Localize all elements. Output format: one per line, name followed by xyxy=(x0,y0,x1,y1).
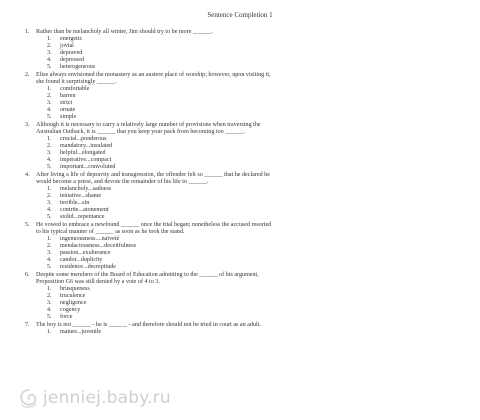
option-list xyxy=(36,286,273,321)
question-body xyxy=(36,122,273,171)
option-text: important...convoluted xyxy=(60,164,116,170)
question-item xyxy=(25,29,273,71)
option-text: strict xyxy=(60,100,73,106)
answer-option xyxy=(47,314,273,321)
answer-option xyxy=(47,193,273,200)
option-text: candor...duplicity xyxy=(60,257,103,263)
question-number: 2. xyxy=(25,72,30,78)
question-body xyxy=(36,322,273,336)
option-text: crucial...ponderous xyxy=(60,136,107,142)
option-number: 3. xyxy=(47,50,52,56)
option-number: 4. xyxy=(47,307,52,313)
question-item xyxy=(25,72,273,121)
option-text: residence...decrepitude xyxy=(60,264,116,270)
option-number: 1. xyxy=(47,36,52,42)
option-number: 4. xyxy=(47,57,52,63)
option-number: 2. xyxy=(47,193,52,199)
answer-option xyxy=(47,136,273,143)
option-number: 3. xyxy=(47,250,52,256)
answer-option xyxy=(47,150,273,157)
question-number: 7. xyxy=(25,322,30,328)
answer-option xyxy=(47,157,273,164)
question-item xyxy=(25,272,273,321)
question-text: Rather than be melancholy all winter, Jim should try to be more ______. xyxy=(36,29,213,35)
question-body xyxy=(36,72,273,121)
option-text: barren xyxy=(60,93,76,99)
watermark xyxy=(18,385,171,411)
question-item xyxy=(25,122,273,171)
question-text: Although it is necessary to carry a relatively large number of provisions when traversing the Australian Outback, it is ______ that you keep your pack from becoming too ______. xyxy=(36,122,261,135)
option-text: melancholy...sadness xyxy=(60,186,112,192)
question-item xyxy=(25,172,273,221)
question-text: After living a life of depravity and transgression, the offender felt so ______ that he declared he would become a priest, and devote the remainder of his life to ______. xyxy=(36,172,270,185)
option-number: 1. xyxy=(47,136,52,142)
option-text: negligence xyxy=(60,300,87,306)
answer-option xyxy=(47,214,273,221)
answer-option xyxy=(47,207,273,214)
option-text: terrible...sin xyxy=(60,200,90,206)
answer-option xyxy=(47,43,273,50)
option-list xyxy=(36,236,273,271)
option-number: 4. xyxy=(47,207,52,213)
option-number: 5. xyxy=(47,64,52,70)
option-text: energetic xyxy=(60,36,83,42)
option-text: comfortable xyxy=(60,86,90,92)
option-text: depressed xyxy=(60,57,85,63)
option-number: 2. xyxy=(47,243,52,249)
answer-option xyxy=(47,293,273,300)
option-number: 5. xyxy=(47,264,52,270)
option-text: force xyxy=(60,314,73,320)
option-text: ornate xyxy=(60,107,76,113)
option-number: 3. xyxy=(47,100,52,106)
answer-option xyxy=(47,186,273,193)
answer-option xyxy=(47,286,273,293)
answer-option xyxy=(47,236,273,243)
option-number: 1. xyxy=(47,186,52,192)
question-text: Despite some members of the Board of Education admitting to the ______ of his argument, Proposition G6 was still denied by a vote of 4 to 3. xyxy=(36,272,259,285)
question-body xyxy=(36,272,273,321)
option-text: ingenuousness....naïveté xyxy=(60,236,120,242)
answer-option xyxy=(47,107,273,114)
option-number: 5. xyxy=(47,164,52,170)
option-number: 5. xyxy=(47,214,52,220)
option-list xyxy=(36,36,273,71)
option-number: 5. xyxy=(47,314,52,320)
option-text: stolid...repentance xyxy=(60,214,105,220)
answer-option xyxy=(47,50,273,57)
option-number: 1. xyxy=(47,329,52,335)
question-body xyxy=(36,172,273,221)
option-text: cogency xyxy=(60,307,81,313)
question-number: 6. xyxy=(25,272,30,278)
option-text: simple xyxy=(60,114,77,120)
answer-option xyxy=(47,100,273,107)
answer-option xyxy=(47,257,273,264)
document-title: Sentence Completion 1 xyxy=(207,11,273,19)
answer-option xyxy=(47,86,273,93)
option-number: 5. xyxy=(47,114,52,120)
option-number: 2. xyxy=(47,293,52,299)
swirl-logo-icon xyxy=(18,387,40,409)
answer-option xyxy=(47,57,273,64)
answer-option xyxy=(47,307,273,314)
answer-option xyxy=(47,114,273,121)
question-list xyxy=(25,29,273,337)
answer-option xyxy=(47,143,273,150)
option-list xyxy=(36,86,273,121)
question-text: The boy is not ______ - he is ______ - and therefore should not be tried in court as an adult. xyxy=(36,322,261,328)
question-item xyxy=(25,222,273,271)
option-list xyxy=(36,186,273,221)
option-number: 1. xyxy=(47,236,52,242)
question-text: He vowed to embrace a newfound ______ once the trial began; nonetheless the accused resorted to his typical manner of ______ as soon as he took the stand. xyxy=(36,222,272,235)
answer-option xyxy=(47,300,273,307)
question-number: 5. xyxy=(25,222,30,228)
option-number: 3. xyxy=(47,300,52,306)
option-text: truculence xyxy=(60,293,86,299)
option-list xyxy=(36,329,273,336)
answer-option xyxy=(47,264,273,271)
option-text: heterogeneous xyxy=(60,64,96,70)
answer-option xyxy=(47,93,273,100)
option-number: 1. xyxy=(47,86,52,92)
answer-option xyxy=(47,329,273,336)
option-list xyxy=(36,136,273,171)
question-text: Elise always envisioned the monastery as an austere place of worship; however, upon visiting it, she found it surprisingly ______. xyxy=(36,72,271,85)
question-number: 4. xyxy=(25,172,30,178)
question-body xyxy=(36,222,273,271)
answer-option xyxy=(47,243,273,250)
question-item xyxy=(25,322,273,336)
option-number: 2. xyxy=(47,143,52,149)
option-text: contrite...atonement xyxy=(60,207,109,213)
option-number: 2. xyxy=(47,93,52,99)
answer-option xyxy=(47,36,273,43)
question-body xyxy=(36,29,273,71)
answer-option xyxy=(47,250,273,257)
option-number: 3. xyxy=(47,150,52,156)
option-text: tentative...shame xyxy=(60,193,102,199)
option-text: mature...juvenile xyxy=(60,329,102,335)
answer-option xyxy=(47,64,273,71)
option-number: 3. xyxy=(47,200,52,206)
option-text: imperative...compact xyxy=(60,157,112,163)
watermark-text: jenniej.baby.ru xyxy=(43,388,171,408)
option-text: helpful...elongated xyxy=(60,150,106,156)
option-text: depraved xyxy=(60,50,83,56)
option-number: 4. xyxy=(47,257,52,263)
option-number: 2. xyxy=(47,43,52,49)
option-number: 4. xyxy=(47,157,52,163)
option-text: brusqueness xyxy=(60,286,90,292)
answer-option xyxy=(47,200,273,207)
option-text: passion...exuberance xyxy=(60,250,111,256)
option-number: 4. xyxy=(47,107,52,113)
answer-option xyxy=(47,164,273,171)
option-number: 1. xyxy=(47,286,52,292)
option-text: mendaciousness...deceitfulness xyxy=(60,243,136,249)
question-number: 3. xyxy=(25,122,30,128)
question-number: 1. xyxy=(25,29,30,35)
option-text: jovial xyxy=(60,43,74,49)
option-text: mandatory...insulated xyxy=(60,143,113,149)
